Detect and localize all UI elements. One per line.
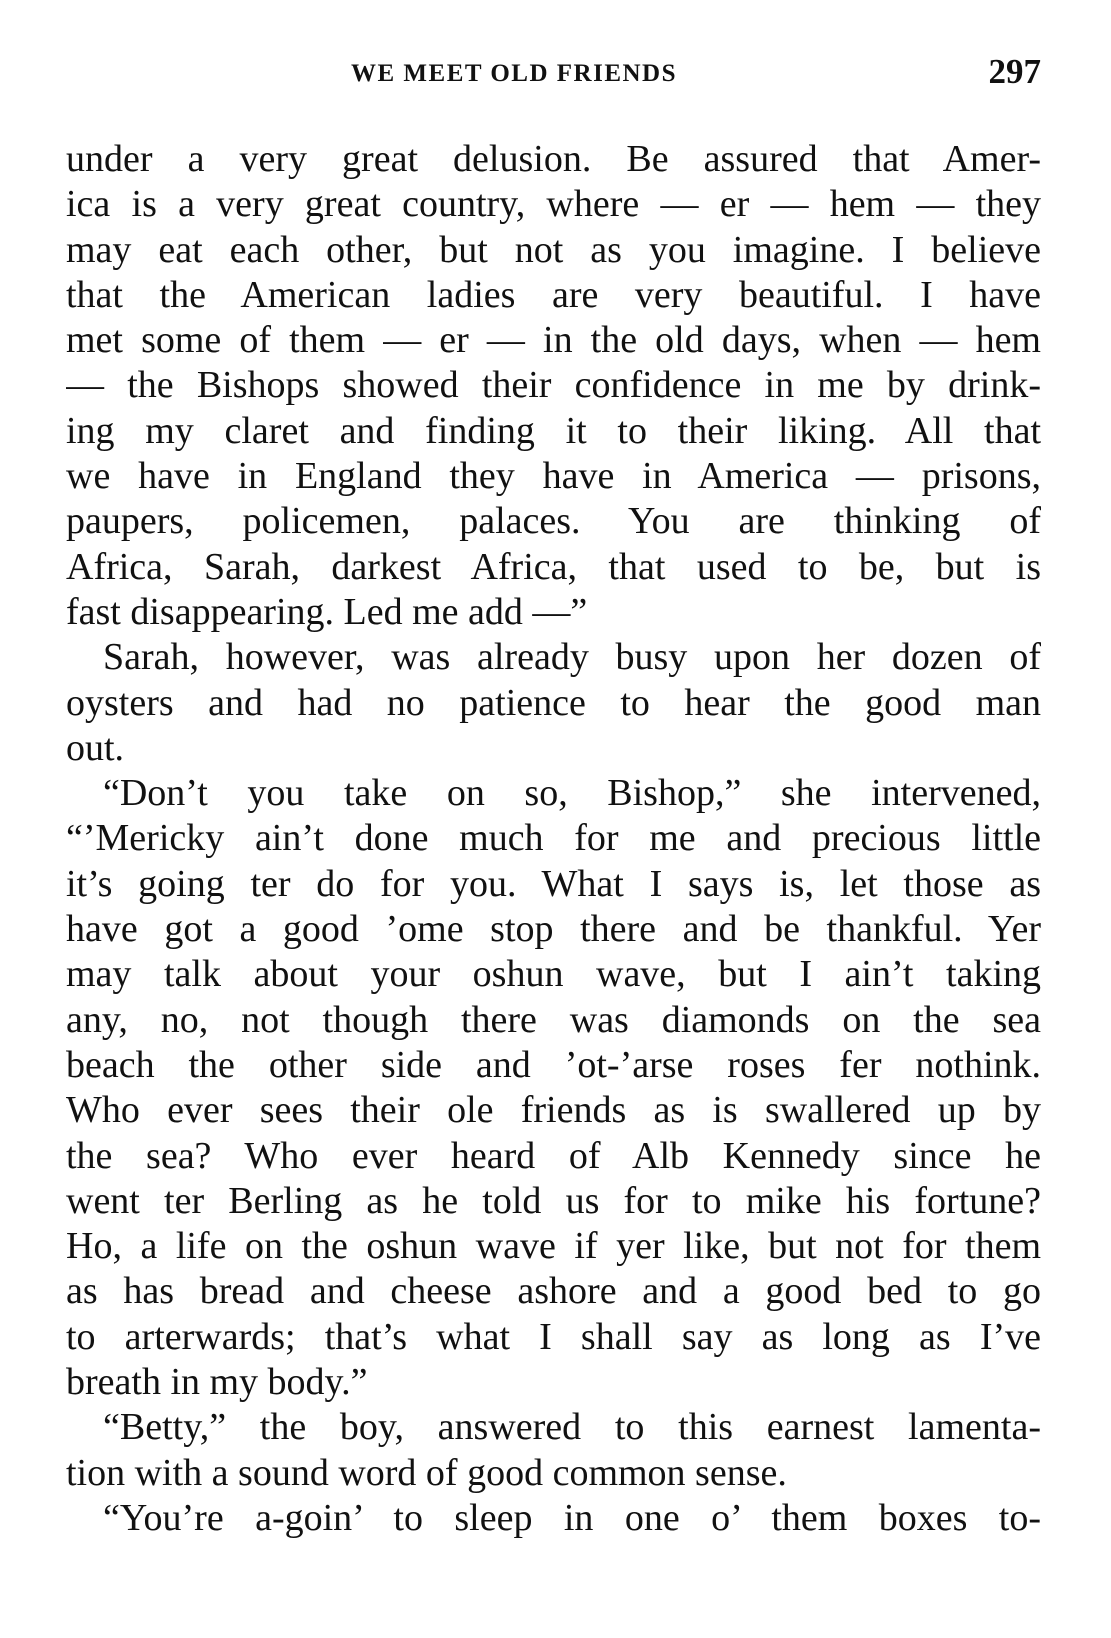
body-text [66, 137, 1041, 1541]
text-line: paupers, policemen, palaces. You are thinking of [66, 500, 1041, 543]
text-line: ing my claret and finding it to their liking. All that [66, 409, 1041, 452]
text-line: we have in England they have in America — prisons, [66, 455, 1041, 498]
text-line: oysters and had no patience to hear the good man [66, 681, 1041, 724]
text-line: as has bread and cheese ashore and a good bed to go [66, 1270, 1041, 1313]
text-line: “’Mericky ain’t done much for me and precious little [66, 817, 1041, 860]
text-line: breath in my body.” [66, 1361, 368, 1404]
text-line: have got a good ’ome stop there and be thankful. Yer [66, 908, 1041, 951]
text-line: out. [66, 726, 125, 769]
text-line: Who ever sees their ole friends as is swallered up by [66, 1089, 1041, 1132]
text-line: it’s going ter do for you. What I says is, let those as [66, 862, 1041, 905]
text-line: Ho, a life on the oshun wave if yer like, but not for them [66, 1225, 1041, 1268]
text-line: “Don’t you take on so, Bishop,” she intervened, [103, 772, 1041, 815]
page-header [66, 52, 1041, 92]
text-line: fast disappearing. Led me add —” [66, 590, 588, 633]
text-line: any, no, not though there was diamonds on the sea [66, 998, 1041, 1041]
text-line: “You’re a-goin’ to sleep in one o’ them boxes to- [103, 1496, 1041, 1539]
text-line: tion with a sound word of good common sense. [66, 1451, 787, 1494]
text-line: the sea? Who ever heard of Alb Kennedy since he [66, 1134, 1041, 1177]
text-line: Sarah, however, was already busy upon her dozen of [103, 636, 1041, 679]
text-line: ica is a very great country, where — er — hem — they [66, 183, 1041, 226]
text-line: to arterwards; that’s what I shall say as long as I’ve [66, 1315, 1041, 1358]
text-line: Africa, Sarah, darkest Africa, that used to be, but is [66, 545, 1041, 588]
text-line: may talk about your oshun wave, but I ain’t taking [66, 953, 1041, 996]
text-line: “Betty,” the boy, answered to this earnest lamenta- [103, 1406, 1041, 1449]
running-head: WE MEET OLD FRIENDS [351, 60, 678, 87]
text-line: under a very great delusion. Be assured that Amer- [66, 138, 1041, 180]
text-line: beach the other side and ’ot-’arse roses fer nothink. [66, 1043, 1041, 1086]
text-line: may eat each other, but not as you imagine. I believe [66, 228, 1041, 271]
text-line: that the American ladies are very beautiful. I have [66, 273, 1041, 316]
text-line: met some of them — er — in the old days, when — hem [66, 319, 1041, 362]
text-line: went ter Berling as he told us for to mike his fortune? [66, 1179, 1041, 1222]
text-line: — the Bishops showed their confidence in me by drink- [66, 364, 1041, 407]
page-number: 297 [988, 52, 1041, 91]
